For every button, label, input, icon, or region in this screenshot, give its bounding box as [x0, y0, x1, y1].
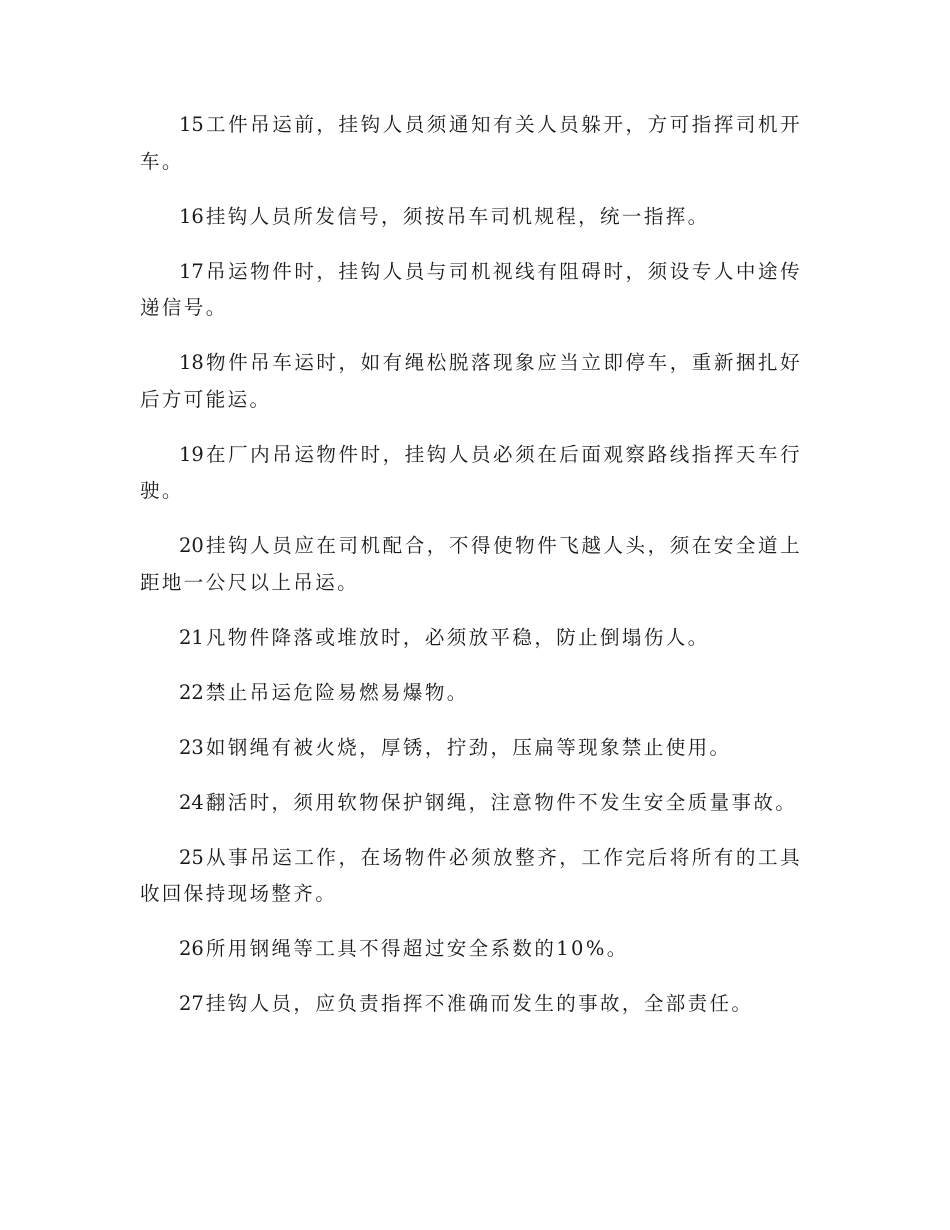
- paragraph-21: [140, 620, 802, 657]
- paragraph-text: 凡物件降落或堆放时，必须放平稳，防止倒塌伤人。: [205, 625, 710, 649]
- paragraph-text: 工件吊运前，挂钩人员须通知有关人员躲开，方可指挥司机开车。: [140, 113, 802, 173]
- paragraph-24: [140, 785, 802, 822]
- paragraph-number: 20: [179, 534, 204, 558]
- paragraph-text: 如钢绳有被火烧，厚锈，拧劲，压扁等现象禁止使用。: [205, 735, 732, 759]
- paragraph-20: [140, 528, 802, 601]
- paragraph-15: [140, 107, 802, 180]
- paragraph-number: 16: [179, 204, 204, 228]
- paragraph-text: 挂钩人员应在司机配合，不得使物件飞越人头，须在安全道上距地一公尺以上吊运。: [140, 534, 802, 594]
- paragraph-25: [140, 840, 802, 913]
- paragraph-number: 27: [179, 992, 204, 1016]
- paragraph-text: 翻活时，须用软物保护钢绳，注意物件不发生安全质量事故。: [205, 790, 798, 814]
- paragraph-16: [140, 199, 802, 236]
- paragraph-26: [140, 931, 802, 968]
- paragraph-number: 15: [179, 113, 204, 136]
- paragraph-text: 挂钩人员，应负责指挥不准确而发生的事故，全部责任。: [205, 992, 754, 1016]
- paragraph-23: [140, 730, 802, 767]
- paragraph-number: 23: [179, 735, 204, 759]
- paragraph-number: 25: [179, 845, 204, 869]
- paragraph-22: [140, 675, 802, 712]
- paragraph-text: 挂钩人员所发信号，须按吊车司机规程，统一指挥。: [205, 204, 710, 228]
- paragraph-19: [140, 437, 802, 510]
- paragraph-18: [140, 345, 802, 418]
- paragraph-text: 所用钢绳等工具不得超过安全系数的10%。: [205, 937, 629, 961]
- paragraph-number: 18: [179, 351, 204, 375]
- paragraph-text: 从事吊运工作，在场物件必须放整齐，工作完后将所有的工具收回保持现场整齐。: [140, 845, 802, 906]
- paragraph-text: 在厂内吊运物件时，挂钩人员必须在后面观察路线指挥天车行驶。: [140, 442, 802, 503]
- paragraph-text: 禁止吊运危险易燃易爆物。: [205, 680, 469, 704]
- paragraph-number: 21: [179, 625, 204, 649]
- paragraph-17: [140, 254, 802, 327]
- paragraph-number: 24: [179, 790, 204, 814]
- document-body: [140, 107, 802, 1041]
- paragraph-27: [140, 986, 802, 1023]
- paragraph-text: 物件吊车运时，如有绳松脱落现象应当立即停车，重新捆扎好后方可能运。: [140, 351, 802, 411]
- paragraph-number: 22: [179, 680, 204, 704]
- paragraph-number: 19: [179, 442, 204, 466]
- paragraph-text: 吊运物件时，挂钩人员与司机视线有阻碍时，须设专人中途传递信号。: [140, 259, 802, 320]
- paragraph-number: 17: [179, 259, 204, 283]
- paragraph-number: 26: [179, 937, 204, 961]
